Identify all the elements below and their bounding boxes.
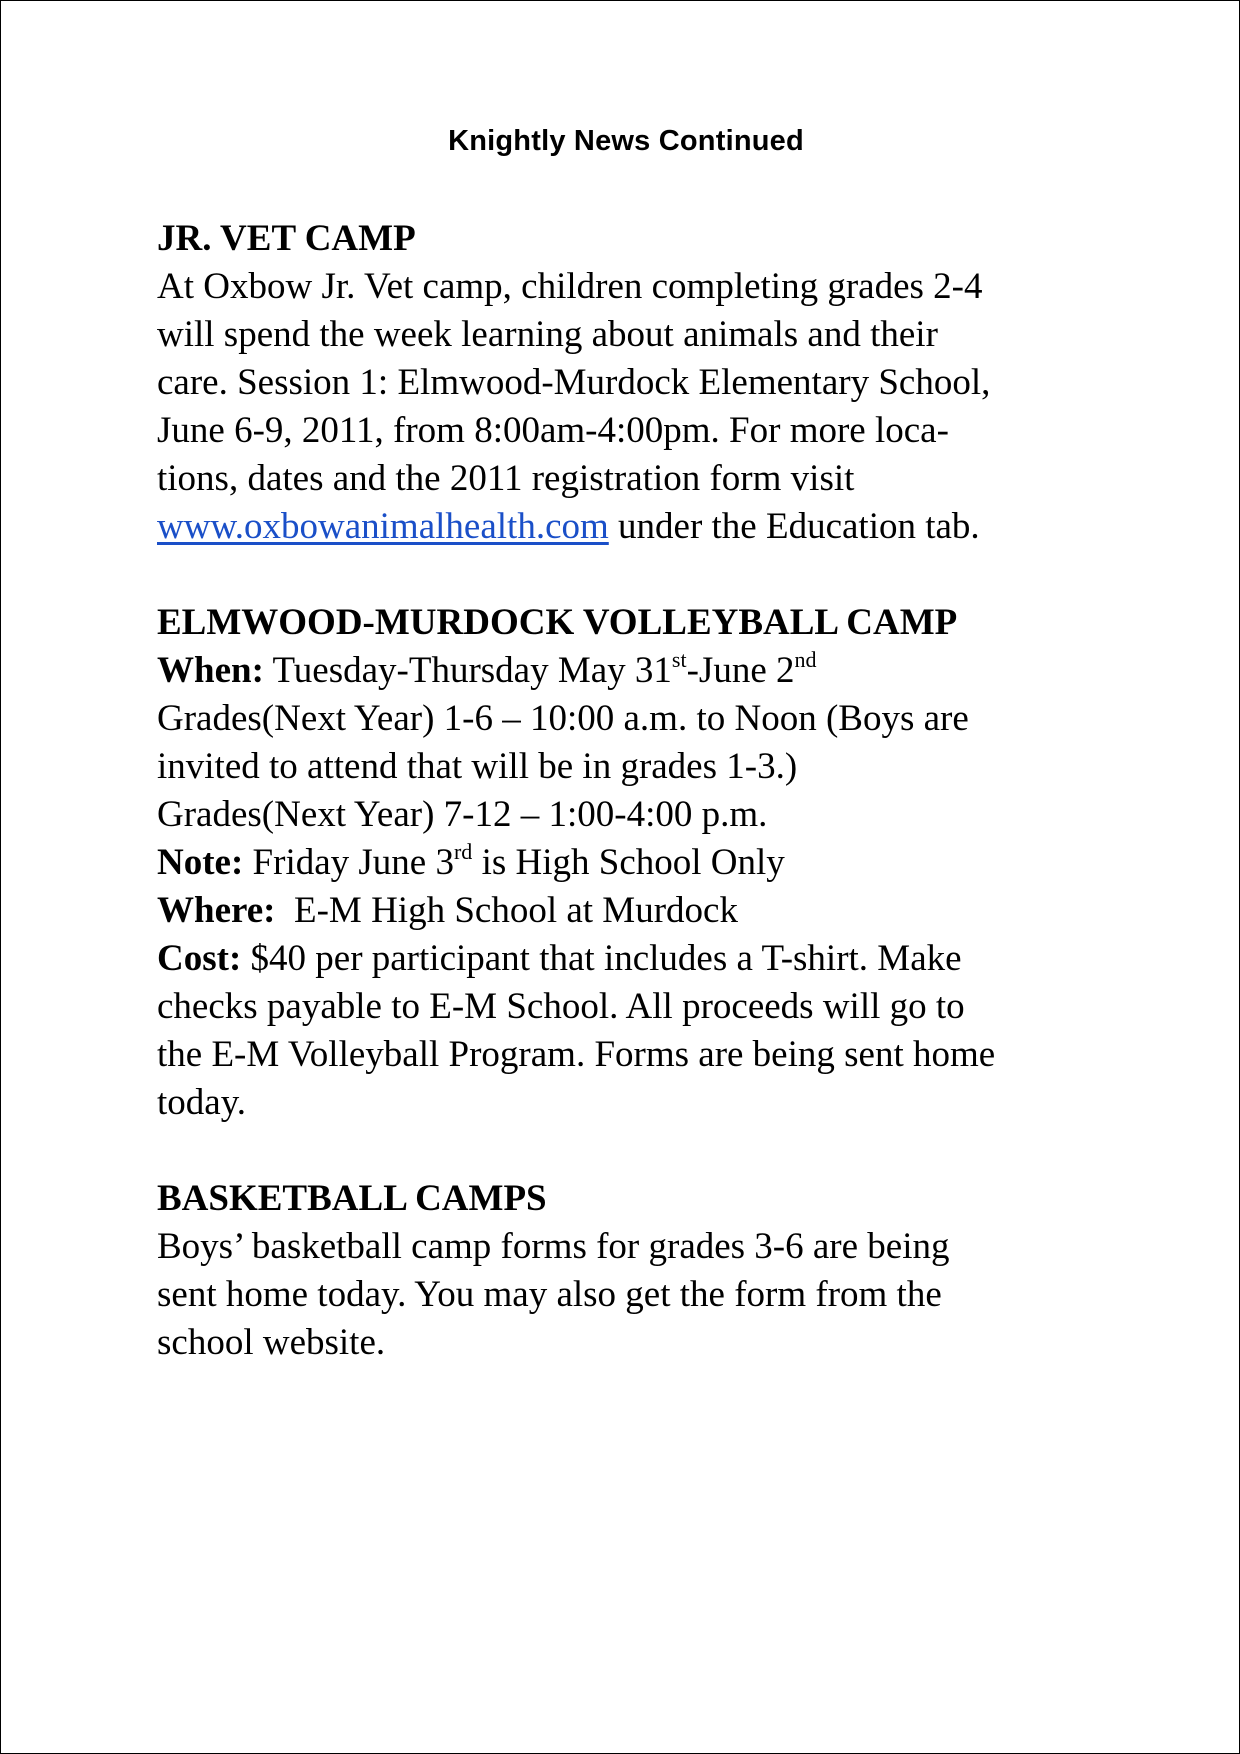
vet-camp-line: care. Session 1: Elmwood-Murdock Elementary School,	[157, 362, 991, 403]
vet-camp-link-suffix: under the Education tab.	[608, 506, 980, 547]
basketball-line: sent home today. You may also get the form from the	[157, 1274, 942, 1315]
volleyball-cost-line: today.	[157, 1082, 247, 1123]
basketball-heading: BASKETBALL CAMPS	[157, 1178, 547, 1219]
note-text-a: Friday June 3	[243, 842, 454, 883]
note-text-b: is High School Only	[472, 842, 785, 883]
vet-camp-line: will spend the week learning about animals and their	[157, 314, 938, 355]
cost-text: $40 per participant that includes a T-shirt. Make	[241, 938, 962, 979]
newsletter-content	[157, 215, 1157, 1415]
when-sup-1: st	[671, 647, 687, 672]
volleyball-grades-line: invited to attend that will be in grades 1-3.)	[157, 746, 798, 787]
when-label: When:	[157, 650, 264, 691]
volleyball-cost-line: the E-M Volleyball Program. Forms are being sent home	[157, 1034, 996, 1075]
when-text-b: -June 2	[686, 650, 795, 691]
when-sup-2: nd	[794, 647, 817, 672]
volleyball-section	[157, 599, 1157, 1127]
oxbow-website-link[interactable]: www.oxbowanimalhealth.com	[157, 506, 609, 547]
vet-camp-line: June 6-9, 2011, from 8:00am-4:00pm. For more loca-	[157, 410, 949, 451]
where-label: Where:	[157, 890, 276, 931]
volleyball-when	[157, 647, 1157, 695]
cost-label: Cost:	[157, 938, 242, 979]
page-header: Knightly News Continued	[448, 125, 804, 157]
vet-camp-link-line	[157, 503, 1157, 551]
basketball-line: Boys’ basketball camp forms for grades 3-6 are being	[157, 1226, 950, 1267]
when-text-a: Tuesday-Thursday May 31	[263, 650, 672, 691]
volleyball-heading: ELMWOOD-MURDOCK VOLLEYBALL CAMP	[157, 602, 958, 643]
note-sup: rd	[453, 839, 473, 864]
volleyball-grades-line: Grades(Next Year) 7-12 – 1:00-4:00 p.m.	[157, 794, 768, 835]
vet-camp-line: At Oxbow Jr. Vet camp, children completing grades 2-4	[157, 266, 983, 307]
vet-camp-line: tions, dates and the 2011 registration form visit	[157, 458, 855, 499]
note-label: Note:	[157, 842, 244, 883]
vet-camp-section	[157, 215, 1157, 551]
volleyball-note	[157, 839, 1157, 887]
volleyball-cost	[157, 935, 1157, 983]
volleyball-where	[157, 887, 1157, 935]
vet-camp-heading: JR. VET CAMP	[157, 218, 416, 259]
volleyball-grades-line: Grades(Next Year) 1-6 – 10:00 a.m. to Noon (Boys are	[157, 698, 969, 739]
basketball-line: school website.	[157, 1322, 386, 1363]
volleyball-cost-line: checks payable to E-M School. All proceeds will go to	[157, 986, 965, 1027]
where-text: E-M High School at Murdock	[275, 890, 738, 931]
basketball-section	[157, 1175, 1157, 1367]
